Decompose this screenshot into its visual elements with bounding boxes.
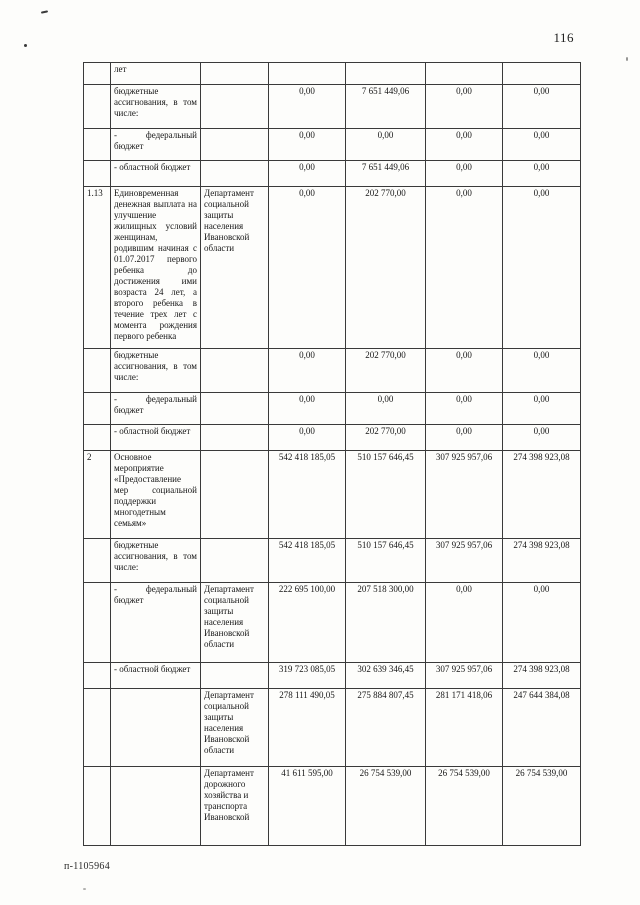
value-cell: 26 754 539,00: [346, 767, 426, 846]
value-cell: [346, 63, 426, 85]
row-number-cell: 2: [84, 451, 111, 539]
value-cell: 26 754 539,00: [503, 767, 581, 846]
table-row: [84, 539, 581, 583]
row-number-cell: [84, 583, 111, 663]
table-row: [84, 161, 581, 187]
row-number-cell: [84, 539, 111, 583]
table-row: [84, 85, 581, 129]
table-row: [84, 129, 581, 161]
department-cell: Департамент социальной защиты населения Ивановской области: [201, 187, 269, 349]
footer-document-code: п-1105964: [64, 861, 111, 872]
value-cell: 0,00: [346, 393, 426, 425]
department-cell: Департамент социальной защиты населения Ивановской области: [201, 583, 269, 663]
scan-artifact: [626, 57, 628, 61]
table-row: [84, 583, 581, 663]
value-cell: 274 398 923,08: [503, 663, 581, 689]
value-cell: 542 418 185,05: [269, 539, 346, 583]
description-cell: - областной бюджет: [111, 663, 201, 689]
department-cell: [201, 393, 269, 425]
value-cell: [426, 63, 503, 85]
value-cell: 0,00: [503, 583, 581, 663]
value-cell: 0,00: [426, 187, 503, 349]
department-cell: [201, 63, 269, 85]
value-cell: 0,00: [426, 425, 503, 451]
description-cell: бюджетные ассигнования, в том числе:: [111, 349, 201, 393]
row-number-cell: [84, 689, 111, 767]
row-number-cell: [84, 85, 111, 129]
value-cell: 0,00: [503, 425, 581, 451]
value-cell: 307 925 957,06: [426, 539, 503, 583]
value-cell: 510 157 646,45: [346, 451, 426, 539]
value-cell: 307 925 957,06: [426, 451, 503, 539]
value-cell: 202 770,00: [346, 187, 426, 349]
description-cell: - областной бюджет: [111, 161, 201, 187]
value-cell: 278 111 490,05: [269, 689, 346, 767]
table-row: [84, 663, 581, 689]
value-cell: 7 651 449,06: [346, 161, 426, 187]
department-cell: [201, 129, 269, 161]
description-cell: Основное мероприятие «Предоставление мер социальной поддержки многодетным семьям»: [111, 451, 201, 539]
description-cell: - федеральный бюджет: [111, 129, 201, 161]
department-cell: [201, 161, 269, 187]
description-cell: - федеральный бюджет: [111, 393, 201, 425]
table-row: [84, 425, 581, 451]
value-cell: 0,00: [346, 129, 426, 161]
description-cell: [111, 767, 201, 846]
department-cell: [201, 425, 269, 451]
department-cell: [201, 349, 269, 393]
value-cell: 319 723 085,05: [269, 663, 346, 689]
value-cell: 274 398 923,08: [503, 539, 581, 583]
value-cell: 0,00: [426, 393, 503, 425]
value-cell: 202 770,00: [346, 425, 426, 451]
page-number: 116: [553, 30, 574, 45]
value-cell: 0,00: [269, 129, 346, 161]
value-cell: 307 925 957,06: [426, 663, 503, 689]
row-number-cell: [84, 349, 111, 393]
value-cell: 275 884 807,45: [346, 689, 426, 767]
department-cell: [201, 451, 269, 539]
table-row: [84, 393, 581, 425]
value-cell: 542 418 185,05: [269, 451, 346, 539]
scan-artifact: [41, 10, 48, 13]
value-cell: 26 754 539,00: [426, 767, 503, 846]
department-cell: [201, 663, 269, 689]
budget-table: [83, 62, 581, 846]
description-cell: [111, 689, 201, 767]
value-cell: [269, 63, 346, 85]
value-cell: 7 651 449,06: [346, 85, 426, 129]
value-cell: 0,00: [269, 393, 346, 425]
row-number-cell: [84, 129, 111, 161]
value-cell: 274 398 923,08: [503, 451, 581, 539]
row-number-cell: [84, 425, 111, 451]
value-cell: 222 695 100,00: [269, 583, 346, 663]
value-cell: [503, 63, 581, 85]
value-cell: 0,00: [426, 85, 503, 129]
scan-artifact: [83, 888, 86, 890]
table-row: [84, 187, 581, 349]
value-cell: 281 171 418,06: [426, 689, 503, 767]
scan-artifact: [24, 44, 27, 47]
value-cell: 0,00: [426, 161, 503, 187]
value-cell: 202 770,00: [346, 349, 426, 393]
row-number-cell: 1.13: [84, 187, 111, 349]
value-cell: 0,00: [269, 425, 346, 451]
value-cell: 0,00: [503, 161, 581, 187]
row-number-cell: [84, 161, 111, 187]
value-cell: 0,00: [503, 187, 581, 349]
row-number-cell: [84, 393, 111, 425]
description-cell: - областной бюджет: [111, 425, 201, 451]
description-cell: лет: [111, 63, 201, 85]
description-cell: - федеральный бюджет: [111, 583, 201, 663]
row-number-cell: [84, 63, 111, 85]
value-cell: 0,00: [269, 85, 346, 129]
value-cell: 0,00: [426, 349, 503, 393]
department-cell: Департамент дорожного хозяйства и транспорта Ивановской: [201, 767, 269, 846]
department-cell: [201, 539, 269, 583]
value-cell: 0,00: [269, 161, 346, 187]
table-row: [84, 63, 581, 85]
description-cell: Единовременная денежная выплата на улучшение жилищных условий женщинам, родившим начиная с 01.07.2017 первого ребенка до достижения ими возраста 24 лет, а второго ребенка в течение трех лет с момента рождения первого ребенка: [111, 187, 201, 349]
department-cell: Департамент социальной защиты населения Ивановской области: [201, 689, 269, 767]
value-cell: 510 157 646,45: [346, 539, 426, 583]
value-cell: 207 518 300,00: [346, 583, 426, 663]
table-row: [84, 689, 581, 767]
value-cell: 0,00: [426, 129, 503, 161]
value-cell: 302 639 346,45: [346, 663, 426, 689]
description-cell: бюджетные ассигнования, в том числе:: [111, 539, 201, 583]
table-row: [84, 349, 581, 393]
value-cell: 0,00: [503, 129, 581, 161]
table-row: [84, 767, 581, 846]
value-cell: 0,00: [503, 393, 581, 425]
table-row: [84, 451, 581, 539]
description-cell: бюджетные ассигнования, в том числе:: [111, 85, 201, 129]
value-cell: 41 611 595,00: [269, 767, 346, 846]
value-cell: 0,00: [269, 187, 346, 349]
row-number-cell: [84, 767, 111, 846]
value-cell: 0,00: [426, 583, 503, 663]
value-cell: 0,00: [503, 85, 581, 129]
row-number-cell: [84, 663, 111, 689]
value-cell: 0,00: [269, 349, 346, 393]
department-cell: [201, 85, 269, 129]
value-cell: 247 644 384,08: [503, 689, 581, 767]
value-cell: 0,00: [503, 349, 581, 393]
